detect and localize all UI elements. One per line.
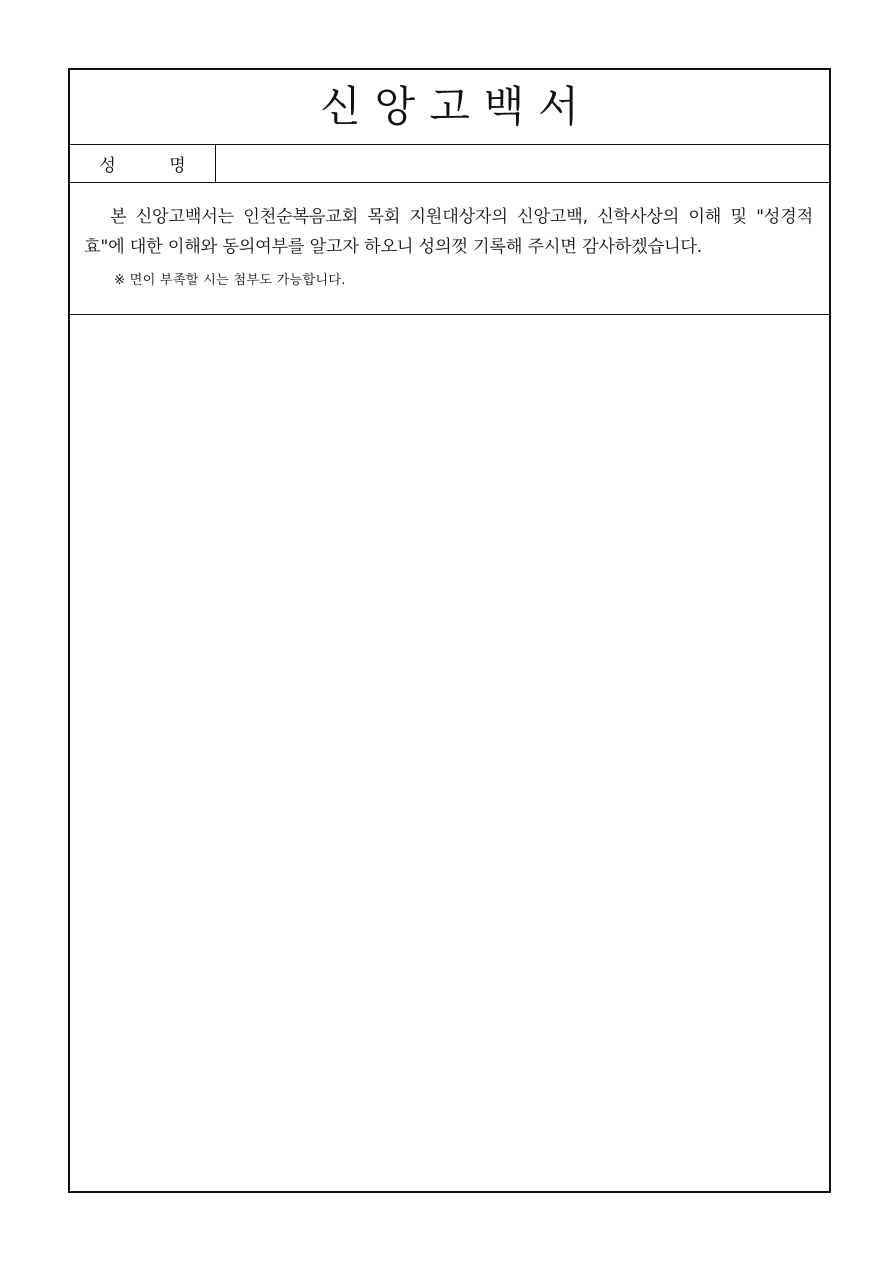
instructions-section — [70, 183, 829, 315]
answer-writing-area[interactable] — [70, 315, 829, 1191]
title-row — [70, 70, 829, 145]
name-label: 성 명 — [70, 145, 216, 182]
name-row — [70, 145, 829, 183]
instructions-paragraph: 본 신앙고백서는 인천순복음교회 목회 지원대상자의 신앙고백, 신학사상의 이해 및 "성경적 효"에 대한 이해와 동의여부를 알고자 하오니 성의껏 기록해 주시면 감사하겠습니다. — [84, 207, 813, 257]
attachment-note: ※ 면이 부족할 시는 첨부도 가능합니다. — [114, 273, 346, 288]
confession-form — [68, 68, 831, 1193]
document-title: 신앙고백서 — [320, 82, 593, 131]
name-field[interactable] — [216, 145, 829, 182]
